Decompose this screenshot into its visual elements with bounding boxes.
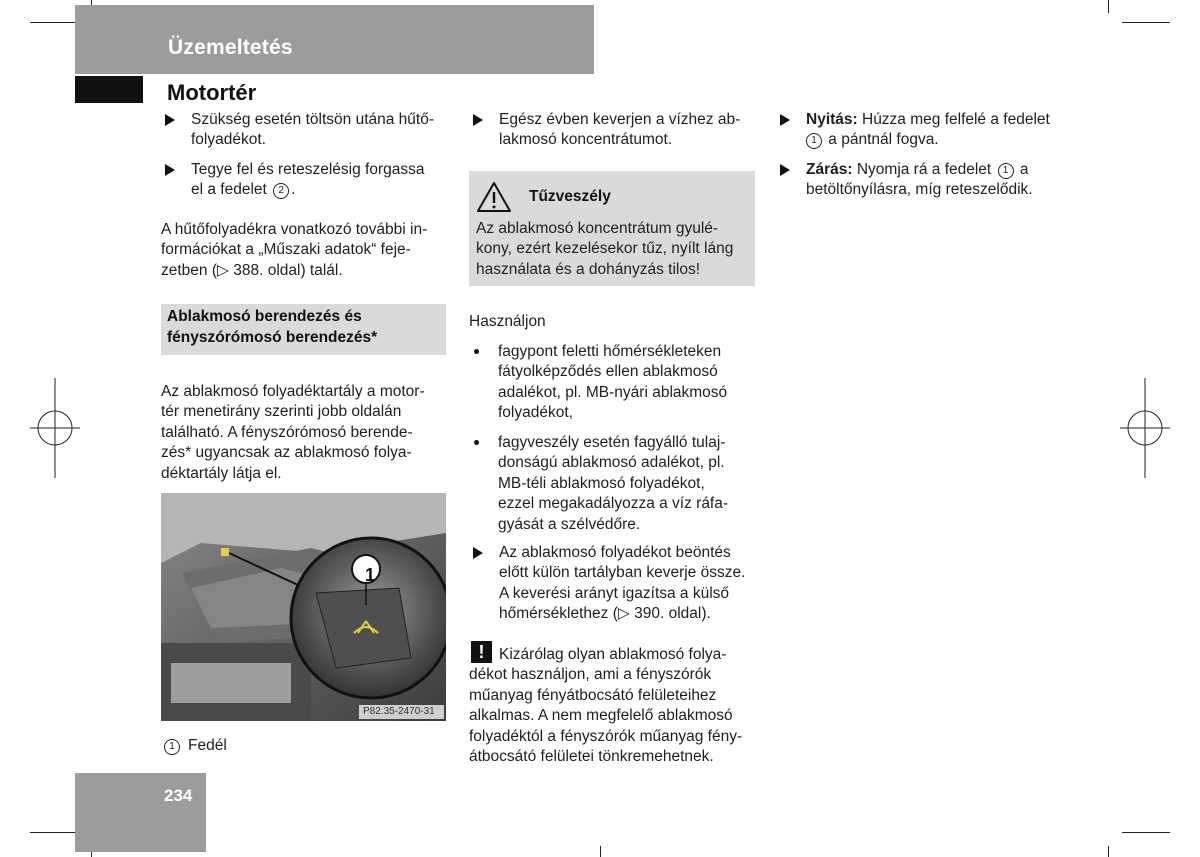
callout-number-1: 1 xyxy=(164,739,180,755)
page-title: Motortér xyxy=(167,80,257,105)
callout-number-1: 1 xyxy=(806,133,822,149)
instruction-close xyxy=(806,160,1033,201)
text-line: fagypont feletti hőmérsékleteken xyxy=(498,343,722,360)
text-line: A hűtőfolyadékra vonatkozó további in- xyxy=(161,221,428,238)
text-span: el a fedelet xyxy=(191,181,272,199)
text-line: folyadéktól a fényszórók műanyag fény- xyxy=(469,727,743,745)
instruction-open xyxy=(806,110,1050,151)
text-line: adalékot, pl. MB-nyári ablakmosó xyxy=(498,383,728,401)
page-number: 234 xyxy=(164,786,193,805)
list-item-winter xyxy=(498,433,728,535)
section-tab-marker xyxy=(75,76,143,103)
section-title: Üzemeltetés xyxy=(168,36,293,59)
text-line: lakmosó koncentrátumot. xyxy=(499,131,673,149)
crop-mark xyxy=(600,846,601,857)
text-line: található. A fényszórómosó berende- xyxy=(161,423,413,441)
text-line: ezzel megakadályozza a víz ráfa- xyxy=(498,495,729,513)
caution-exclamation-icon: ! xyxy=(471,641,492,663)
text-line xyxy=(806,160,1033,180)
text-line: donságú ablakmosó adalékot, pl. xyxy=(498,454,725,472)
arrow-bullet-icon xyxy=(780,164,790,176)
engine-bay-illustration xyxy=(161,493,446,721)
photo-callout-1: 1 xyxy=(364,565,375,585)
warning-text xyxy=(476,219,733,280)
text-line: Ablakmosó berendezés és xyxy=(167,308,362,325)
text-line: Az ablakmosó koncentrátum gyulé- xyxy=(476,220,719,237)
text-line: zetben (▷ 388. oldal) talál. xyxy=(161,261,343,279)
instruction-mix-concentrate xyxy=(499,110,740,151)
figure-caption xyxy=(164,736,227,756)
text-span: . xyxy=(291,181,296,199)
text-line: alkalmas. A nem megfelelő ablakmosó xyxy=(469,707,733,725)
crop-mark xyxy=(1122,832,1170,833)
arrow-bullet-icon xyxy=(473,547,483,559)
crop-mark xyxy=(1122,22,1170,23)
arrow-bullet-icon xyxy=(165,164,175,176)
engine-bay-photo xyxy=(161,493,446,721)
text-line: A keverési arányt igazítsa a külső xyxy=(499,584,730,602)
caution-note xyxy=(469,645,742,767)
callout-number-2: 2 xyxy=(273,183,289,199)
crop-mark xyxy=(30,832,80,833)
text-span: Nyomja rá a fedelet xyxy=(852,161,996,178)
instruction-fill-coolant xyxy=(191,110,434,151)
crop-mark xyxy=(30,22,80,23)
text-line: hőmérséklethez (▷ 390. oldal). xyxy=(499,605,711,623)
text-line: átbocsátó felületei tönkremehetnek. xyxy=(469,748,714,766)
arrow-bullet-icon xyxy=(780,114,790,126)
text-line xyxy=(191,180,424,200)
text-line: dékot használjon, ami a fényszórók xyxy=(469,666,712,684)
text-span: Húzza meg felfelé a fedelet xyxy=(857,111,1050,128)
photo-code: P82.35-2470-31 xyxy=(363,706,435,717)
arrow-bullet-icon xyxy=(473,114,483,126)
header-bar xyxy=(75,5,594,74)
text-line: MB-téli ablakmosó folyadékot, xyxy=(498,474,705,492)
callout-number-1: 1 xyxy=(998,163,1014,179)
text-line: fényszórómosó berendezés* xyxy=(167,328,378,346)
text-line: előtt külön tartályban keverje össze. xyxy=(499,564,746,582)
text-line: fagyveszély esetén fagyálló tulaj- xyxy=(498,434,726,451)
close-label: Zárás: xyxy=(806,161,853,178)
text-line: Kizárólag olyan ablakmosó folya- xyxy=(499,646,727,663)
text-line: gyását a szélvédőre. xyxy=(498,515,641,533)
crop-mark xyxy=(1108,0,1109,13)
use-intro: Használjon xyxy=(469,313,546,330)
bullet-dot-icon xyxy=(474,349,479,354)
instruction-premix xyxy=(499,543,745,625)
registration-mark-right xyxy=(1120,378,1170,478)
text-line: Tegye fel és reteszelésig forgassa xyxy=(191,161,425,178)
caption-text: Fedél xyxy=(188,737,227,754)
registration-mark-left xyxy=(30,378,80,478)
coolant-info-paragraph xyxy=(161,220,427,281)
text-span: a pántnál fogva. xyxy=(824,131,939,149)
text-line: zés* ugyancsak az ablakmosó folya- xyxy=(161,444,412,462)
text-line: Egész évben keverjen a vízhez ab- xyxy=(499,111,741,128)
washer-reservoir-paragraph xyxy=(161,382,425,484)
warning-triangle-icon xyxy=(476,181,512,213)
crop-mark xyxy=(1108,846,1109,857)
bullet-dot-icon xyxy=(474,440,479,445)
text-line: kony, ezért kezelésekor tűz, nyílt láng xyxy=(476,240,734,258)
text-line: Szükség esetén töltsön utána hűtő- xyxy=(191,111,434,128)
text-line: tér menetirány szerinti jobb oldalán xyxy=(161,403,402,421)
arrow-bullet-icon xyxy=(165,114,175,126)
text-line: formációkat a „Műszaki adatok“ feje- xyxy=(161,241,411,259)
text-line: Az ablakmosó folyadéktartály a motor- xyxy=(161,383,425,400)
page-number-box xyxy=(75,773,206,852)
text-line: déktartály látja el. xyxy=(161,464,282,482)
instruction-close-cap xyxy=(191,160,424,201)
list-item-summer xyxy=(498,342,727,424)
text-line: műanyag fényátbocsátó felületeihez xyxy=(469,686,717,704)
text-line: használata és a dohányzás tilos! xyxy=(476,260,701,278)
text-line xyxy=(806,130,1050,150)
text-line: Az ablakmosó folyadékot beöntés xyxy=(499,544,731,561)
text-line: fátyolképződés ellen ablakmosó xyxy=(498,363,718,381)
text-line: folyadékot, xyxy=(498,404,573,422)
subheading xyxy=(167,307,377,348)
text-line xyxy=(164,736,227,756)
text-line xyxy=(806,110,1050,130)
warning-title: Tűzveszély xyxy=(529,188,611,205)
text-span: a xyxy=(1015,161,1029,178)
text-line: folyadékot. xyxy=(191,131,266,149)
open-label: Nyitás: xyxy=(806,111,858,128)
text-line: betöltőnyílásra, míg reteszelődik. xyxy=(806,181,1033,199)
